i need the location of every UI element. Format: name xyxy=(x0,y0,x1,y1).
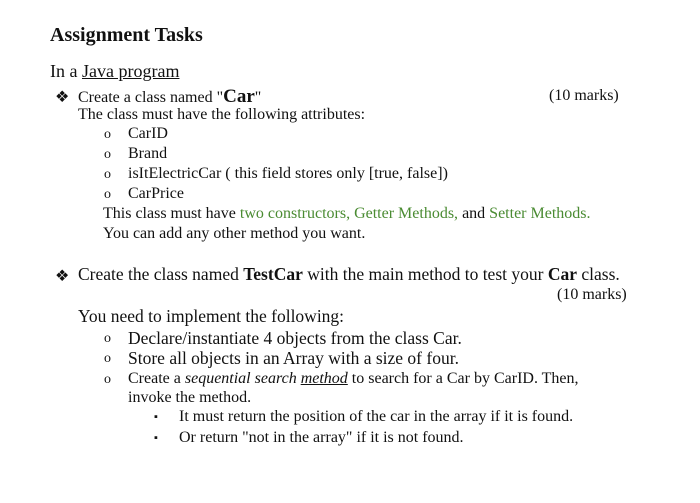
search-item xyxy=(128,370,579,388)
circle-bullet-icon: o xyxy=(104,147,111,162)
attribute-item: isItElectricCar ( this field stores only [true, false]) xyxy=(128,165,448,182)
page-title: Assignment Tasks xyxy=(50,24,203,46)
task1-bullet-icon: ❖ xyxy=(55,89,70,106)
search-prefix: Create a xyxy=(128,370,185,387)
sub-item: Or return "not in the array" if it is not found. xyxy=(179,429,464,446)
square-bullet-icon: ▪ xyxy=(154,432,158,444)
attributes-intro: The class must have the following attributes: xyxy=(78,106,366,123)
task2-text-after: class. xyxy=(576,264,620,284)
implement-item: Store all objects in an Array with a size of four. xyxy=(128,348,459,368)
circle-bullet-icon: o xyxy=(104,331,111,346)
circle-bullet-icon: o xyxy=(104,167,111,182)
extra-methods-line: You can add any other method you want. xyxy=(103,225,366,242)
search-method: method xyxy=(300,370,348,387)
sub-item: It must return the position of the car in the array if it is found. xyxy=(179,408,574,425)
attribute-item: Brand xyxy=(128,145,168,162)
circle-bullet-icon: o xyxy=(104,187,111,202)
task1-class-name: Car xyxy=(223,86,255,107)
task2-text-before: Create the class named xyxy=(78,264,244,284)
task2-marks: (10 marks) xyxy=(557,286,627,303)
task1-text-after: " xyxy=(254,89,262,106)
implement-item: Declare/instantiate 4 objects from the class Car. xyxy=(128,328,462,348)
task2-class-name: TestCar xyxy=(243,264,303,284)
task2-car-name: Car xyxy=(547,264,577,284)
methods-and: and xyxy=(458,205,490,222)
square-bullet-icon: ▪ xyxy=(154,411,158,423)
attribute-item: CarPrice xyxy=(128,185,184,202)
task1-text-before: Create a class named " xyxy=(78,89,224,106)
search-suffix: to search for a Car by CarID. Then, xyxy=(347,370,579,387)
search-line2: invoke the method. xyxy=(128,389,252,406)
circle-bullet-icon: o xyxy=(104,127,111,142)
circle-bullet-icon: o xyxy=(104,351,111,366)
methods-highlight-constructors: two constructors, Getter Methods, xyxy=(239,205,459,222)
task2-text-middle: with the main method to test your xyxy=(302,264,548,284)
search-italic: sequential search xyxy=(184,370,301,387)
attribute-item: CarID xyxy=(128,125,168,142)
task1-marks: (10 marks) xyxy=(549,87,619,104)
task2-bullet-icon: ❖ xyxy=(55,268,70,285)
java-program-link: Java program xyxy=(81,61,180,81)
methods-line xyxy=(103,205,591,223)
intro-line xyxy=(50,61,179,82)
circle-bullet-icon: o xyxy=(104,372,111,387)
task2-heading xyxy=(78,264,620,285)
methods-highlight-setters: Setter Methods. xyxy=(489,205,591,222)
intro-prefix: In a xyxy=(50,61,82,81)
implement-intro: You need to implement the following: xyxy=(78,306,345,326)
task1-heading xyxy=(78,86,261,108)
methods-prefix: This class must have xyxy=(103,205,240,222)
